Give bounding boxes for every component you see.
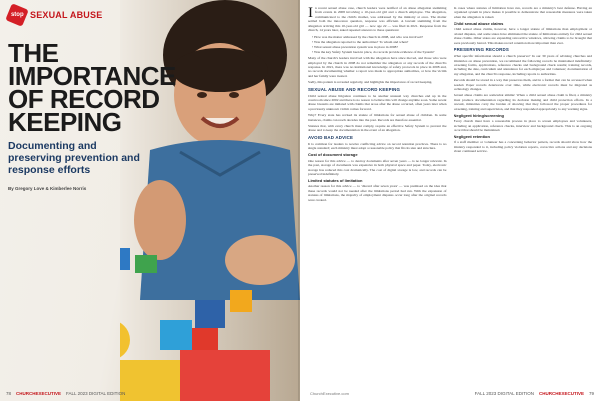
section-kicker	[8, 6, 102, 24]
text-columns	[308, 6, 592, 381]
body-paragraph: Child sexual abuse litigation continues to be another unusual way churches end up in the courtroom since 2002 and there is no reason to believe this will change anytime soon. Some recent abuse lawsuits are initiated with claims that arose after the abuse occurred, often years later when a previously unknown victim comes forward.	[308, 93, 447, 111]
article-byline: By Gregory Love & Kimberlee Norris	[8, 186, 87, 191]
text-column-1	[308, 6, 447, 381]
headline-line-2: IMPORTANCE	[8, 61, 176, 91]
body-paragraph: Why? Every state has revised its statute of limitations for sexual abuse of children. In some instances, claims can reach decades into the past. Records are therefore essential.	[308, 113, 447, 122]
stop-sign-icon: stop	[5, 3, 29, 27]
headline-line-1: THE	[8, 38, 59, 68]
question-list	[308, 35, 447, 55]
body-paragraph: Records should be stored in a way that preserves them, and in a format that can be accessed when needed. Paper records deteriorate over time, while electronic records must be migrated as technology changes.	[453, 78, 592, 92]
list-item: • Was the allegation reported to the authorities? To whom and when?	[312, 40, 447, 44]
body-paragraph: Many of the church's leaders involved with the allegation have since moved, and those who were employed by the church in 2008 do not remember the allegation or any records of the church's response. In 2021, there was no institutional knowledge of safety protocols in place in 2008 and, no records documenting whether a report was made to appropriate authorities, or how the victim and her family were treated.	[308, 56, 447, 78]
body-paragraph: Another reason for this advice — to 'discard after seven years' — was premised on the idea that these records would not be needed after the limitations period had run. With the expansion of statutes of limitations, the majority of employment disputes occur long after the original records were created.	[308, 184, 447, 202]
body-paragraph: Every church must have a reasonable process in place to screen employees and volunteers, including an application, reference checks, interview and background check. This is an ongoing record that should be maintained.	[453, 119, 592, 132]
subheading: Child sexual abuse claims	[453, 20, 504, 26]
right-page-folio	[475, 391, 594, 396]
subheading: Negligent hiring/screening	[453, 112, 504, 118]
text-column-2	[454, 6, 593, 381]
body-paragraph: What specific information should a church preserve? In our 30 years of advising churches and ministries on abuse prevention, we recommend the following records be maintained indefinitely: screening forms, applications, reference checks and background check results; training records, including the date, curriculum and attendance for each employee and volunteer; documentation of any allegation, and the church's response, including reports to authorities.	[453, 54, 592, 76]
body-paragraph: Sadly, this pattern is revealed regularly, and highlights the importance of record keeping.	[308, 80, 433, 85]
issue-label: FALL 2023 DIGITAL EDITION	[66, 391, 126, 396]
body-paragraph: It is common for leaders to receive conflicting advice on record retention practices. There is no single standard; each ministry must adopt a reasonable policy that fits its size and structure.	[308, 141, 447, 151]
right-page	[300, 0, 600, 401]
section-heading: AVOID BAD ADVICE	[308, 134, 354, 140]
body-paragraph: Statutes that, with every church must comply, require an effective Safety System to prevent the abuse and to keep the documentation in the event of an allegation.	[308, 123, 447, 133]
intro-paragraph: In recent sexual abuse case, church leaders were notified of an abuse allegation stemming from events in 2008 involving a 10-year-old girl and a church employee. The allegation, communicated to the child's mother, was addressed by the ministry at once. The matter settled both the innocence question, response was efficient. A lawsuit stemming from the allegation arriving this 10-year-old girl — now age 22 — was filed in 2021. Response from the church, 14 years later, asked repeated answers to these questions:	[308, 6, 447, 33]
issue-label: FALL 2023 DIGITAL EDITION	[474, 391, 534, 396]
body-paragraph: Sexual abuse claims are somewhat similar: When a child sexual abuse claim is filed, a ministry must produce documentation regarding its decision making and child protection efforts. In a lawsuit, ministries carry the burden of showing that they followed the proper procedures for screening, training and supervision, and that they responded appropriately to any warning signs.	[453, 93, 592, 111]
website-footnote: ChurchExecutive.com	[310, 391, 349, 396]
body-paragraph: Child sexual abuse claims, however, have a longer statute of limitations than employment or related disputes, and some states have eliminated the statute of limitations entirely for child sexual abuse claims. Other states are expanding retroactive windows, allowing claims to be brought that were previously barred. This makes record retention more important than ever.	[453, 27, 592, 45]
subheading: Negligent retention	[453, 133, 490, 139]
page-number: 78	[6, 391, 12, 396]
subheading: Limited statutes of limitation	[308, 177, 363, 183]
section-heading: SEXUAL ABUSE AND RECORD KEEPING	[308, 86, 401, 92]
magazine-name: CHURCHEXECUTIVE	[16, 391, 62, 396]
body-paragraph: One reason for this advice — to destroy documents after seven years — is no longer relevant. In the past, storage of documents was expensive in both physical space and paper. Today, electronic storage has reduced this cost dramatically. The cost of digital storage is low, and records can be preserved indefinitely.	[308, 158, 447, 176]
subheading: Cost of document storage	[308, 152, 358, 158]
section-label: SEXUAL ABUSE	[30, 10, 103, 20]
drop-cap: I	[308, 6, 313, 21]
body-paragraph: If a staff member or volunteer has a concerning behavior pattern, records should show how the ministry responded to it, including policy violation reports, corrective actions and any decisions about continued service.	[453, 140, 592, 154]
page-number: 79	[588, 391, 594, 396]
article-headline	[8, 38, 178, 137]
magazine-name: CHURCHEXECUTIVE	[538, 391, 584, 396]
left-page-folio	[6, 391, 125, 396]
list-item: • What sexual abuse prevention system was in place in 2008?	[312, 45, 447, 49]
section-heading: PRESERVING RECORDS	[453, 47, 509, 53]
list-item: • Was the key Safety System been in place, do records provide evidence of the System?	[312, 50, 447, 54]
article-deck: Documenting and preserving prevention and response efforts	[8, 140, 140, 176]
list-item: • How was the matter addressed by the church in 2008, and who was involved?	[312, 35, 447, 39]
body-paragraph: In cases where statutes of limitation have run, records are a ministry's best defense. Having an organized system in place makes it possible to demonstrate that reasonable measures were taken when the allegation is raised.	[453, 6, 592, 19]
headline-line-4: KEEPING	[8, 107, 122, 137]
headline-line-3: OF RECORD	[8, 84, 160, 114]
